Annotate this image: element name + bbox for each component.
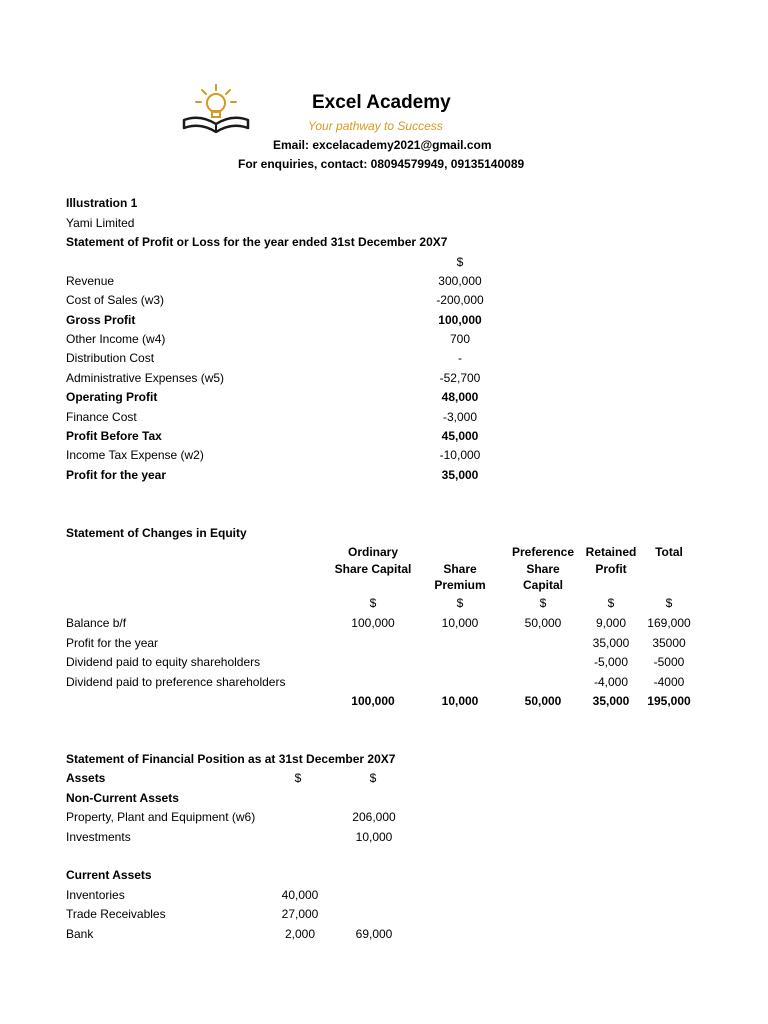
pl-row-label: Finance Cost <box>66 410 137 424</box>
pl-currency: $ <box>456 255 464 269</box>
investments-value: 10,000 <box>355 830 393 844</box>
equity-row-label: Profit for the year <box>66 636 159 650</box>
equity-cell: -5,000 <box>593 655 629 669</box>
receivables-value: 27,000 <box>281 907 319 921</box>
pl-row-label: Other Income (w4) <box>66 332 166 346</box>
pl-row-value: 45,000 <box>441 429 479 443</box>
lightbulb-book-logo-icon <box>180 82 252 138</box>
pl-row-value: 300,000 <box>438 274 482 288</box>
currency-symbol: $ <box>369 771 377 785</box>
pl-row-value: 100,000 <box>438 313 482 327</box>
pl-row-value: -200,000 <box>436 293 484 307</box>
col-header-premium: Share <box>443 562 477 576</box>
bank-value: 2,000 <box>284 927 316 941</box>
equity-total-cell: 50,000 <box>524 694 562 708</box>
pl-row-label: Profit for the year <box>66 468 167 482</box>
equity-cell: 169,000 <box>647 616 691 630</box>
currency-symbol: $ <box>607 596 615 610</box>
current-assets-label: Current Assets <box>66 868 152 882</box>
pl-row-label: Profit Before Tax <box>66 429 162 443</box>
pl-row-value: 35,000 <box>441 468 479 482</box>
equity-row-label: Dividend paid to equity shareholders <box>66 655 261 669</box>
equity-row-label: Balance b/f <box>66 616 127 630</box>
current-assets-total: 69,000 <box>355 927 393 941</box>
col-header-total: Total <box>655 545 683 559</box>
equity-cell: 10,000 <box>441 616 479 630</box>
pl-row-label: Distribution Cost <box>66 351 155 365</box>
receivables-label: Trade Receivables <box>66 907 166 921</box>
pl-row-value: 700 <box>449 332 471 346</box>
currency-symbol: $ <box>665 596 673 610</box>
col-header-ordinary: Ordinary <box>347 545 398 559</box>
pl-row-value: 48,000 <box>441 390 479 404</box>
equity-cell: 50,000 <box>524 616 562 630</box>
col-header-retained: Retained <box>585 545 637 559</box>
currency-symbol: $ <box>294 771 302 785</box>
illustration-heading: Illustration 1 <box>66 196 138 210</box>
ppe-value: 206,000 <box>352 810 396 824</box>
non-current-assets-label: Non-Current Assets <box>66 791 179 805</box>
equity-total-cell: 195,000 <box>647 694 691 708</box>
equity-cell: 35,000 <box>592 636 630 650</box>
equity-total-cell: 35,000 <box>592 694 630 708</box>
equity-cell: 9,000 <box>595 616 627 630</box>
inventories-value: 40,000 <box>281 888 319 902</box>
ppe-label: Property, Plant and Equipment (w6) <box>66 810 256 824</box>
pl-row-label: Gross Profit <box>66 313 136 327</box>
col-header-ordinary: Share Capital <box>334 562 412 576</box>
inventories-label: Inventories <box>66 888 125 902</box>
col-header-retained: Profit <box>595 562 627 576</box>
pl-row-label: Cost of Sales (w3) <box>66 293 165 307</box>
sofp-title: Statement of Financial Position as at 31st December 20X7 <box>66 752 396 766</box>
pl-row-value: -3,000 <box>442 410 478 424</box>
equity-title: Statement of Changes in Equity <box>66 526 247 540</box>
equity-cell: -4,000 <box>593 675 629 689</box>
col-header-preference: Capital <box>522 578 563 592</box>
company-name: Yami Limited <box>66 216 135 230</box>
currency-symbol: $ <box>369 596 377 610</box>
currency-symbol: $ <box>539 596 547 610</box>
pl-row-value: -52,700 <box>439 371 481 385</box>
equity-cell: 100,000 <box>351 616 395 630</box>
pl-row-label: Income Tax Expense (w2) <box>66 448 204 462</box>
equity-cell: -5000 <box>653 655 685 669</box>
equity-total-cell: 100,000 <box>351 694 395 708</box>
pl-row-label: Revenue <box>66 274 115 288</box>
investments-label: Investments <box>66 830 131 844</box>
pl-row-value: -10,000 <box>439 448 481 462</box>
bank-label: Bank <box>66 927 94 941</box>
pl-row-label: Operating Profit <box>66 390 158 404</box>
equity-total-cell: 10,000 <box>441 694 479 708</box>
pl-row-value: - <box>458 351 462 365</box>
currency-symbol: $ <box>456 596 464 610</box>
pl-title: Statement of Profit or Loss for the year ended 31st December 20X7 <box>66 235 448 249</box>
col-header-preference: Share <box>526 562 560 576</box>
contact-line: For enquiries, contact: 08094579949, 09135140089 <box>238 157 525 171</box>
equity-row-label: Dividend paid to preference shareholders <box>66 675 286 689</box>
equity-cell: 35000 <box>652 636 686 650</box>
pl-row-label: Administrative Expenses (w5) <box>66 371 225 385</box>
email-line: Email: excelacademy2021@gmail.com <box>273 138 492 152</box>
academy-title: Excel Academy <box>312 92 451 113</box>
equity-cell: -4000 <box>653 675 685 689</box>
assets-label: Assets <box>66 771 106 785</box>
academy-tagline: Your pathway to Success <box>308 119 443 133</box>
col-header-premium: Premium <box>434 578 486 592</box>
col-header-preference: Preference <box>511 545 575 559</box>
